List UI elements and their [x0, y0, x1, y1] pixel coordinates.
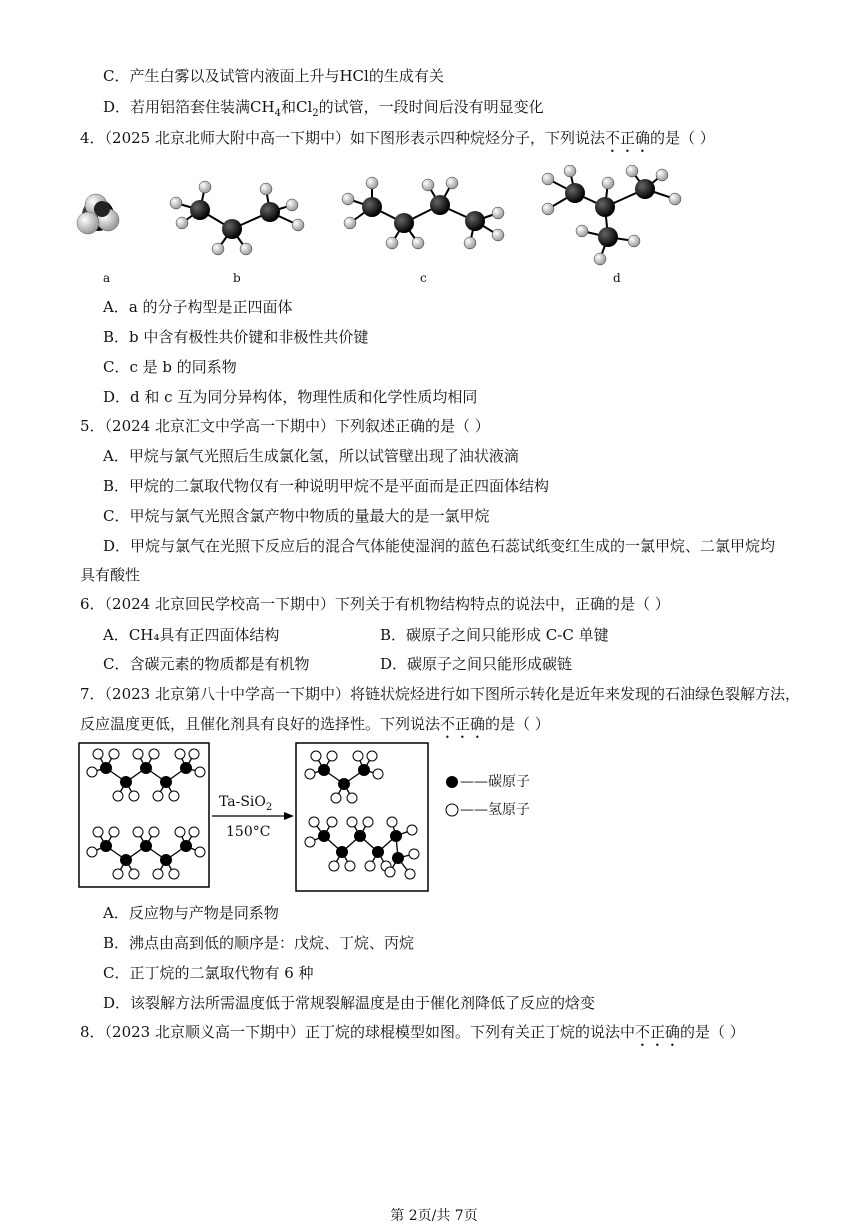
option-c-prev: C．产生白雾以及试管内液面上升与HCl的生成有关 — [103, 67, 444, 85]
temperature-label: 150°C — [226, 824, 271, 840]
q6-option-d: D．碳原子之间只能形成碳链 — [380, 655, 573, 673]
q7-option-d: D．该裂解方法所需温度低于常规裂解温度是由于催化剂降低了反应的焓变 — [103, 994, 596, 1012]
question-7-stem-line1: 7．（2023 北京第八十中学高一下期中）将链状烷烃进行如下图所示转化是近年来发现的石油绿色裂解方法， — [80, 685, 800, 703]
catalyst-label: Ta-SiO$_2$ — [219, 794, 273, 813]
question-8-stem: 8．（2023 北京顺义高一下期中）正丁烷的球棍模型如图。下列有关正丁烷的说法中不正确的是（ ） — [80, 1023, 745, 1041]
q7-option-a: A．反应物与产物是同系物 — [103, 904, 279, 922]
question-4-stem: 4．（2025 北京北师大附中高一下期中）如下图形表示四种烷烃分子，下列说法不正确的是（ ） — [80, 129, 715, 147]
question-5-stem: 5．（2024 北京汇文中学高一下期中）下列叙述正确的是（ ） — [80, 417, 490, 435]
q7-option-c: C．正丁烷的二氯取代物有 6 种 — [103, 964, 314, 982]
molecule-label-d: d — [613, 271, 621, 285]
molecule-b-propane — [170, 181, 304, 255]
alkane-molecule-models — [70, 165, 690, 275]
option-d-prev: D．若用铝箔套住装满$CH_4$和$Cl_2$的试管，一段时间后没有明显变化 — [103, 98, 544, 119]
legend-carbon-symbol — [446, 776, 458, 788]
q6-option-b: B．碳原子之间只能形成 C-C 单键 — [380, 626, 609, 644]
molecule-c-butane — [342, 177, 504, 249]
q4-option-b: B．b 中含有极性共价键和非极性共价键 — [103, 328, 369, 346]
legend-carbon-label: ——碳原子 — [460, 774, 530, 790]
q5-option-a: A．甲烷与氯气光照后生成氯化氢，所以试管壁出现了油状液滴 — [103, 447, 519, 465]
molecule-d-isobutane — [542, 165, 681, 265]
molecule-label-c: c — [420, 271, 427, 285]
q7-option-b: B．沸点由高到低的顺序是：戊烷、丁烷、丙烷 — [103, 934, 415, 952]
molecule-label-b: b — [233, 271, 241, 285]
q4-option-c: C．c 是 b 的同系物 — [103, 358, 237, 376]
question-7-stem-line2: 反应温度更低，且催化剂具有良好的选择性。下列说法不正确的是（ ） — [80, 715, 550, 733]
legend-hydrogen-symbol — [446, 804, 458, 816]
q5-option-b: B．甲烷的二氯取代物仅有一种说明甲烷不是平面而是正四面体结构 — [103, 477, 550, 495]
q5-option-d: D．甲烷与氯气在光照下反应后的混合气体能使湿润的蓝色石蕊试纸变红生成的一氯甲烷、二氯甲烷均 — [103, 537, 776, 555]
q5-option-c: C．甲烷与氯气光照含氯产物中物质的量最大的是一氯甲烷 — [103, 507, 490, 525]
page-number: 第 2页/共 7页 — [390, 1208, 478, 1224]
legend-hydrogen-label: ——氢原子 — [460, 802, 530, 818]
molecule-a-methane — [77, 194, 119, 234]
q6-option-c: C．含碳元素的物质都是有机物 — [103, 655, 310, 673]
q4-option-d: D．d 和 c 互为同分异构体，物理性质和化学性质均相同 — [103, 388, 478, 406]
question-6-stem: 6．（2024 北京回民学校高一下期中）下列关于有机物结构特点的说法中，正确的是（ ） — [80, 595, 670, 613]
q4-option-a: A．a 的分子构型是正四面体 — [103, 298, 293, 316]
q6-option-a: A．CH₄具有正四面体结构 — [103, 626, 280, 644]
q5-option-d-continued: 具有酸性 — [80, 566, 141, 584]
molecule-label-a: a — [103, 271, 111, 285]
